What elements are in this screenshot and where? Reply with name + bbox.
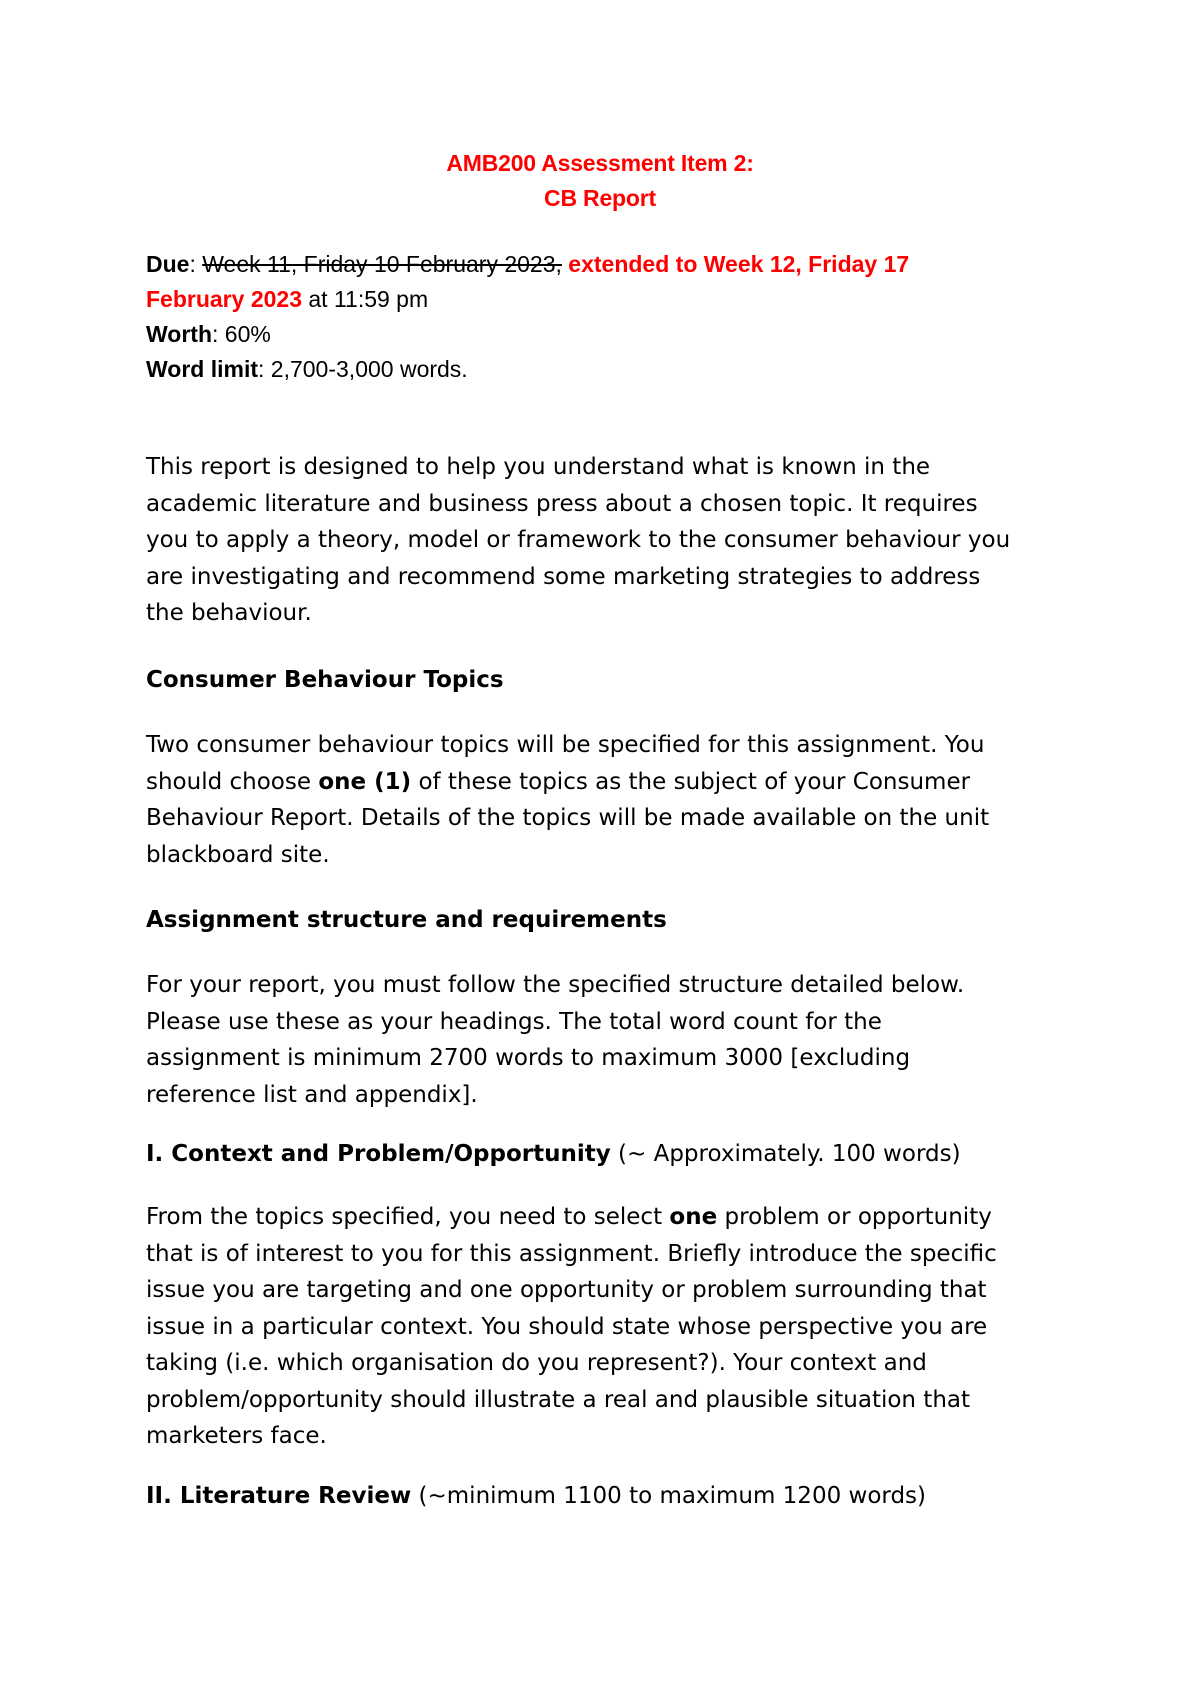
due-line — [146, 247, 1066, 282]
topics-paragraph — [146, 727, 1076, 873]
intro-paragraph — [146, 449, 1076, 632]
section-1-word-note: (~ Approximately. 100 words) — [610, 1141, 961, 1167]
assessment-details — [146, 247, 1066, 387]
structure-paragraph — [146, 967, 1076, 1113]
section-1-text: problem or opportunity — [717, 1204, 992, 1230]
document-title: AMB200 Assessment Item 2: — [446, 150, 754, 176]
topics-heading: Consumer Behaviour Topics — [146, 667, 504, 693]
intro-line: are investigating and recommend some marketing strategies to address — [146, 563, 981, 590]
due-time: at 11:59 pm — [301, 286, 429, 312]
topics-line — [146, 764, 1076, 801]
due-line-2 — [146, 282, 1066, 317]
due-colon: : — [189, 251, 203, 277]
topics-emphasis: one (1) — [318, 768, 412, 795]
topics-line: Behaviour Report. Details of the topics will be made available on the unit — [146, 805, 990, 831]
worth-value: : 60% — [212, 321, 271, 347]
word-limit-label: Word limit — [146, 356, 259, 382]
section-2-word-note: (~minimum 1100 to maximum 1200 words) — [411, 1483, 927, 1509]
topics-line: Two consumer behaviour topics will be specified for this assignment. You — [146, 732, 985, 758]
intro-line: you to apply a theory, model or framework to the consumer behaviour you — [146, 527, 1011, 553]
section-1-line: taking (i.e. which organisation do you represent?). Your context and — [146, 1350, 927, 1376]
intro-line: the behaviour. — [146, 600, 312, 626]
section-1-paragraph — [146, 1199, 1076, 1455]
section-1-heading — [146, 1141, 961, 1167]
word-limit-line — [146, 352, 1066, 387]
section-2-title: II. Literature Review — [146, 1483, 412, 1509]
section-2-heading — [146, 1483, 926, 1509]
due-original-date: Week 11, Friday 10 February 2023, — [202, 251, 562, 277]
due-extension: extended to Week 12, Friday 17 — [568, 251, 910, 277]
structure-line: assignment is minimum 2700 words to maximum 3000 [excluding — [146, 1045, 911, 1071]
intro-line: This report is designed to help you understand what is known in the — [146, 454, 931, 480]
due-extension-date: February 2023 — [146, 286, 302, 312]
worth-label: Worth — [146, 321, 213, 347]
topics-text: of these topics as the subject of your Consumer — [411, 768, 971, 795]
structure-line: reference list and appendix]. — [146, 1081, 478, 1108]
due-label: Due — [146, 251, 190, 277]
structure-heading: Assignment structure and requirements — [146, 907, 667, 933]
worth-line — [146, 317, 1066, 352]
section-1-line: issue you are targeting and one opportunity or problem surrounding that — [146, 1277, 987, 1303]
intro-line: academic literature and business press about a chosen topic. It requires — [146, 490, 978, 517]
word-limit-value: : 2,700-3,000 words. — [258, 356, 468, 382]
structure-line: Please use these as your headings. The total word count for the — [146, 1008, 882, 1035]
section-1-text: From the topics specified, you need to select — [146, 1204, 670, 1230]
structure-line: For your report, you must follow the specified structure detailed below. — [146, 972, 965, 998]
section-1-line: marketers face. — [146, 1423, 327, 1449]
section-1-line — [146, 1199, 1076, 1236]
section-1-title: I. Context and Problem/Opportunity — [146, 1141, 611, 1167]
topics-line: blackboard site. — [146, 841, 330, 868]
section-1-line: problem/opportunity should illustrate a real and plausible situation that — [146, 1386, 971, 1413]
document-subtitle: CB Report — [544, 185, 656, 211]
topics-text: should choose — [146, 768, 319, 795]
section-1-line: that is of interest to you for this assignment. Briefly introduce the specific — [146, 1240, 997, 1267]
section-1-emphasis: one — [669, 1204, 718, 1230]
section-1-line: issue in a particular context. You should state whose perspective you are — [146, 1313, 988, 1340]
